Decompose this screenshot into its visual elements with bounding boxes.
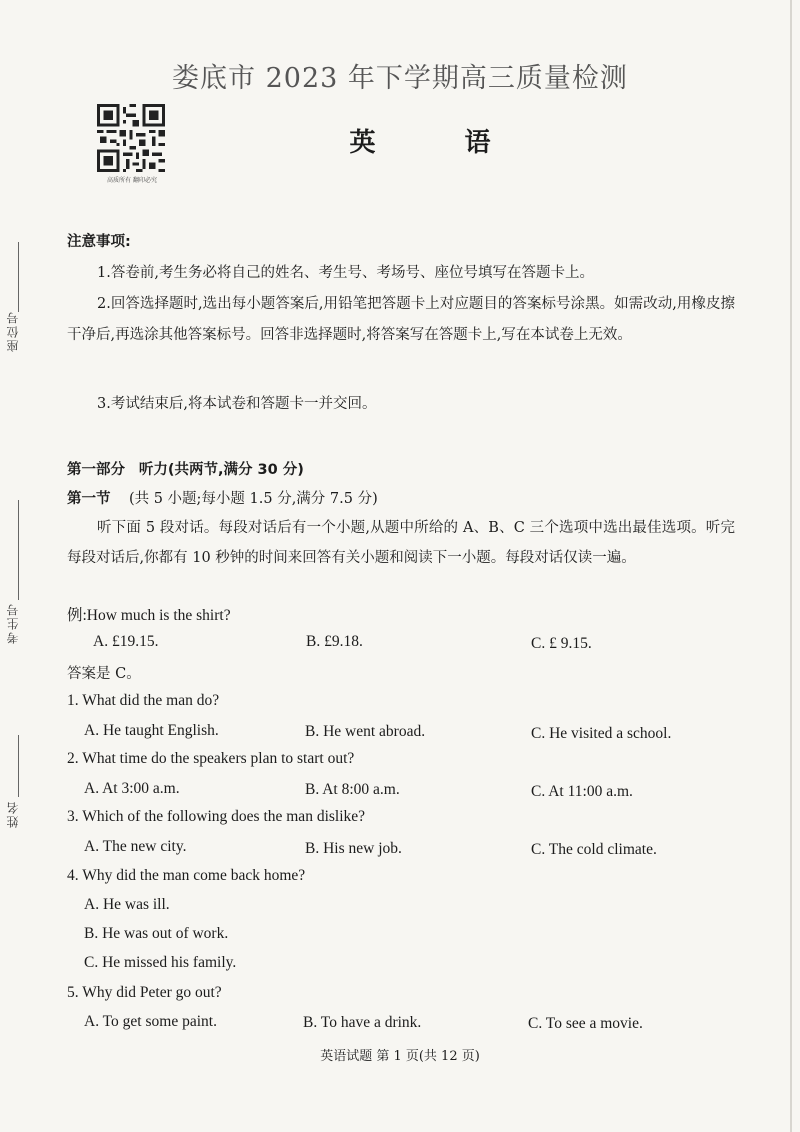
page-edge — [790, 0, 792, 1132]
q5-option-c: C. To see a movie. — [528, 1015, 643, 1032]
question-2: 2. What time do the speakers plan to start out? — [67, 750, 355, 767]
q5-option-a: A. To get some paint. — [84, 1013, 217, 1030]
q4-option-b: B. He was out of work. — [84, 925, 229, 942]
page-footer: 英语试题 第 1 页(共 12 页) — [320, 1049, 480, 1064]
q1-option-b: B. He went abroad. — [305, 723, 426, 740]
example-option-a: A. £19.15. — [93, 633, 159, 650]
q2-option-b: B. At 8:00 a.m. — [305, 781, 400, 798]
example-question: 例:How much is the shirt? — [67, 607, 231, 624]
q3-option-a: A. The new city. — [84, 838, 187, 855]
listening-instructions: 听下面 5 段对话。每段对话后有一个小题,从题中所给的 A、B、C 三个选项中选出最佳选项。听完每段对话后,你都有 10 秒钟的时间来回答有关小题和阅读下一小题。每段对话仅读一遍。 — [67, 520, 735, 566]
example-option-c: C. £ 9.15. — [531, 635, 592, 652]
q1-option-c: C. He visited a school. — [531, 725, 672, 742]
section-heading-detail: (共 5 小题;每小题 1.5 分,满分 7.5 分) — [128, 491, 378, 507]
q1-option-a: A. He taught English. — [84, 722, 219, 739]
question-1: 1. What did the man do? — [67, 692, 220, 709]
notes-title: 注意事项: — [67, 234, 131, 250]
question-3: 3. Which of the following does the man dislike? — [67, 808, 366, 825]
question-5: 5. Why did Peter go out? — [67, 984, 222, 1001]
part-heading — [67, 458, 304, 479]
seat-underline — [18, 242, 19, 312]
q3-option-b: B. His new job. — [305, 840, 402, 857]
example-option-b: B. £9.18. — [306, 633, 363, 650]
exam-no-label: 考生号 — [6, 602, 20, 644]
part-heading-label: 第一部分 — [67, 462, 125, 478]
qr-caption: 高质所有 翻印必究 — [107, 177, 157, 184]
name-underline — [18, 735, 19, 797]
exam-title: 娄底市 2023 年下学期高三质量检测 — [172, 63, 628, 94]
name-label: 姓名 — [6, 800, 20, 828]
q5-option-b: B. To have a drink. — [303, 1014, 422, 1031]
exam-no-underline — [18, 500, 19, 600]
section-heading-label: 第一节 — [67, 491, 111, 507]
q2-option-c: C. At 11:00 a.m. — [531, 783, 633, 800]
section-heading — [67, 487, 378, 508]
note-item-2: 2.回答选择题时,选出每小题答案后,用铅笔把答题卡上对应题目的答案标号涂黑。如需改动,用橡皮擦干净后,再选涂其他答案标号。回答非选择题时,将答案写在答题卡上,写在本试卷上无效。 — [67, 296, 735, 343]
q4-option-a: A. He was ill. — [84, 896, 170, 913]
note-item-3: 3.考试结束后,将本试卷和答题卡一并交回。 — [97, 396, 377, 412]
subject-title: 英 语 — [349, 128, 531, 158]
q3-option-c: C. The cold climate. — [531, 841, 657, 858]
question-4: 4. Why did the man come back home? — [67, 867, 306, 884]
q2-option-a: A. At 3:00 a.m. — [84, 780, 180, 797]
seat-label: 座位号 — [6, 310, 20, 352]
q4-option-c: C. He missed his family. — [84, 954, 237, 971]
part-heading-detail: 听力(共两节,满分 30 分) — [138, 462, 304, 478]
example-answer: 答案是 C。 — [67, 666, 141, 682]
note-item-1: 1.答卷前,考生务必将自己的姓名、考生号、考场号、座位号填写在答题卡上。 — [97, 265, 594, 281]
